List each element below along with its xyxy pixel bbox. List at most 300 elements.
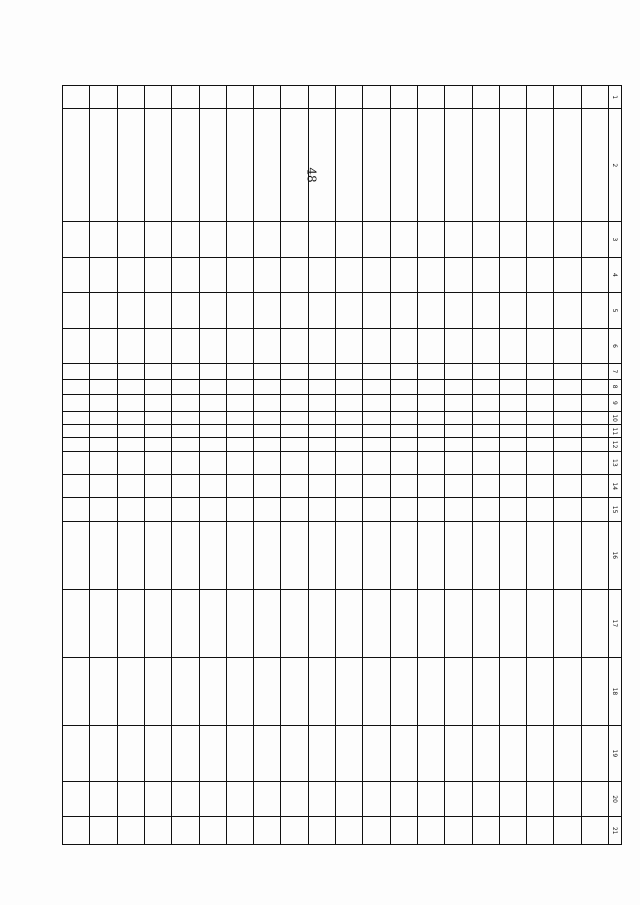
table-cell: [581, 817, 608, 845]
table-cell: [499, 86, 526, 109]
table-cell: [417, 725, 444, 781]
table-cell: [472, 379, 499, 394]
table-cell: [581, 781, 608, 817]
table-cell: [172, 394, 199, 411]
table-cell: [254, 475, 281, 498]
table-cell: [172, 412, 199, 425]
table-cell: [63, 293, 90, 329]
table-cell: [281, 781, 308, 817]
table-cell: [308, 379, 335, 394]
table-cell: [363, 412, 390, 425]
col-header: 11: [609, 425, 622, 438]
table-cell: [172, 817, 199, 845]
col-header: 9: [609, 394, 622, 411]
table-cell: [117, 379, 144, 394]
table-cell: [499, 425, 526, 438]
table-cell: [417, 257, 444, 293]
table-cell: [445, 394, 472, 411]
table-cell: [527, 451, 554, 474]
table-row: [445, 86, 472, 845]
table-cell: [527, 438, 554, 451]
table-cell: [445, 109, 472, 222]
table-cell: [226, 425, 253, 438]
table-cell: [554, 364, 581, 379]
table-cell: [254, 425, 281, 438]
table-cell: [417, 817, 444, 845]
table-cell: [226, 451, 253, 474]
table-cell: [363, 86, 390, 109]
table-cell: [90, 451, 117, 474]
table-cell: [445, 364, 472, 379]
table-cell: [581, 86, 608, 109]
table-cell: [417, 328, 444, 364]
table-cell: [390, 425, 417, 438]
table-cell: [308, 394, 335, 411]
table-cell: [117, 86, 144, 109]
table-cell: [527, 379, 554, 394]
table-cell: [336, 86, 363, 109]
table-cell: [308, 781, 335, 817]
table-cell: [417, 521, 444, 589]
table-cell: [445, 425, 472, 438]
table-cell: [390, 475, 417, 498]
table-cell: [117, 412, 144, 425]
table-cell: [445, 657, 472, 725]
table-cell: [472, 475, 499, 498]
table-cell: [308, 589, 335, 657]
table-cell: [527, 328, 554, 364]
table-cell: [390, 589, 417, 657]
col-header: 1: [609, 86, 622, 109]
table-row: [390, 86, 417, 845]
table-cell: [117, 394, 144, 411]
col-header: 8: [609, 379, 622, 394]
table-cell: [172, 498, 199, 521]
table-header-row: [609, 86, 622, 845]
table-cell: [581, 222, 608, 258]
col-header: 13: [609, 451, 622, 474]
table-cell: [144, 589, 171, 657]
table-cell: [117, 817, 144, 845]
col-header: 6: [609, 328, 622, 364]
table-cell: [226, 521, 253, 589]
table-cell: [226, 109, 253, 222]
table-cell: [63, 257, 90, 293]
table-cell: [172, 222, 199, 258]
table-cell: [144, 412, 171, 425]
table-cell: [336, 222, 363, 258]
table-cell: [472, 257, 499, 293]
table-cell: [281, 412, 308, 425]
table-row: [417, 86, 444, 845]
table-cell: [254, 817, 281, 845]
table-cell: [472, 222, 499, 258]
table-cell: [417, 781, 444, 817]
table-cell: [281, 817, 308, 845]
table-cell: [499, 781, 526, 817]
table-cell: [117, 364, 144, 379]
table-cell: [554, 589, 581, 657]
table-cell: [499, 379, 526, 394]
table-cell: [281, 657, 308, 725]
table-cell: [499, 109, 526, 222]
table-cell: [254, 781, 281, 817]
table-cell: [499, 498, 526, 521]
table-cell: [336, 451, 363, 474]
table-cell: [144, 379, 171, 394]
table-cell: [472, 412, 499, 425]
table-cell: [199, 475, 226, 498]
table-cell: [472, 328, 499, 364]
col-header: 3: [609, 222, 622, 258]
table-cell: [199, 451, 226, 474]
table-cell: [527, 475, 554, 498]
table-cell: [172, 379, 199, 394]
table-cell: [336, 817, 363, 845]
table-cell: [144, 438, 171, 451]
table-cell: [63, 589, 90, 657]
table-cell: [554, 451, 581, 474]
table-cell: [581, 589, 608, 657]
table-cell: [417, 109, 444, 222]
table-cell: [172, 589, 199, 657]
table-cell: [254, 498, 281, 521]
table-cell: [172, 725, 199, 781]
table-cell: [90, 781, 117, 817]
table-cell: [308, 412, 335, 425]
table-cell: [308, 328, 335, 364]
table-cell: [254, 109, 281, 222]
table-cell: [144, 498, 171, 521]
table-row: [254, 86, 281, 845]
table-cell: [581, 257, 608, 293]
table-cell: [254, 394, 281, 411]
table-row: [199, 86, 226, 845]
table-cell: [363, 498, 390, 521]
table-cell: [199, 498, 226, 521]
table-cell: [254, 521, 281, 589]
table-row: [63, 86, 90, 845]
table-cell: [63, 498, 90, 521]
table-cell: [581, 521, 608, 589]
table-cell: [336, 498, 363, 521]
table-row: [308, 86, 335, 845]
table-cell: [527, 817, 554, 845]
table-cell: [117, 222, 144, 258]
table-cell: [363, 293, 390, 329]
table-cell: [144, 222, 171, 258]
table-cell: [363, 425, 390, 438]
table-cell: [390, 293, 417, 329]
table-cell: [363, 657, 390, 725]
col-header: 7: [609, 364, 622, 379]
table-cell: [90, 657, 117, 725]
table-cell: [527, 109, 554, 222]
col-header: 20: [609, 781, 622, 817]
table-row: [117, 86, 144, 845]
table-cell: [144, 109, 171, 222]
table-cell: [363, 451, 390, 474]
table-cell: [445, 328, 472, 364]
table-cell: [445, 589, 472, 657]
table-row: [226, 86, 253, 845]
table-cell: [390, 498, 417, 521]
table-cell: [527, 425, 554, 438]
table-cell: [499, 475, 526, 498]
table-cell: [199, 725, 226, 781]
table-cell: [254, 589, 281, 657]
table-cell: [281, 498, 308, 521]
table-row: [554, 86, 581, 845]
table-cell: [199, 293, 226, 329]
col-header: 18: [609, 657, 622, 725]
table-cell: [172, 475, 199, 498]
table-cell: [281, 109, 308, 222]
table-cell: [199, 328, 226, 364]
col-header: 10: [609, 412, 622, 425]
table-cell: [308, 498, 335, 521]
table-cell: [581, 657, 608, 725]
table-cell: [90, 379, 117, 394]
table-row: [363, 86, 390, 845]
table-cell: [199, 257, 226, 293]
table-row: [527, 86, 554, 845]
table-cell: [363, 438, 390, 451]
table-cell: [390, 817, 417, 845]
table-cell: [527, 521, 554, 589]
table-cell: [499, 222, 526, 258]
table-cell: [90, 412, 117, 425]
table-cell: [199, 394, 226, 411]
table-row: [499, 86, 526, 845]
table-cell: [144, 257, 171, 293]
table-cell: [472, 657, 499, 725]
table-cell: [63, 328, 90, 364]
table-cell: [63, 412, 90, 425]
table-cell: [226, 657, 253, 725]
table-cell: [390, 725, 417, 781]
table-cell: [172, 425, 199, 438]
table-cell: [499, 293, 526, 329]
table-cell: [63, 364, 90, 379]
table-cell: [499, 438, 526, 451]
table-cell: [472, 451, 499, 474]
table-cell: [581, 475, 608, 498]
table-cell: [144, 521, 171, 589]
table-cell: [172, 293, 199, 329]
table-cell: [226, 293, 253, 329]
table-cell: [226, 394, 253, 411]
table-cell: [172, 438, 199, 451]
col-header: 12: [609, 438, 622, 451]
table-cell: [90, 328, 117, 364]
table-cell: [499, 521, 526, 589]
table-cell: [254, 293, 281, 329]
table-cell: [199, 781, 226, 817]
table-cell: [390, 109, 417, 222]
table-cell: [144, 657, 171, 725]
table-cell: [581, 498, 608, 521]
table-cell: [63, 781, 90, 817]
table-cell: [90, 589, 117, 657]
table-cell: [199, 521, 226, 589]
table-cell: [390, 521, 417, 589]
table-cell: [336, 521, 363, 589]
table-cell: [499, 364, 526, 379]
table-cell: [63, 425, 90, 438]
table-cell: [499, 725, 526, 781]
table-cell: [472, 438, 499, 451]
table-cell: [144, 328, 171, 364]
table-cell: [90, 222, 117, 258]
table-cell: [390, 412, 417, 425]
table-cell: [144, 293, 171, 329]
table-cell: [417, 475, 444, 498]
table-cell: [90, 425, 117, 438]
table-cell: [445, 379, 472, 394]
table-cell: [527, 657, 554, 725]
table-cell: [445, 257, 472, 293]
table-cell: [226, 438, 253, 451]
table-cell: [417, 379, 444, 394]
table-cell: [254, 725, 281, 781]
table-cell: [308, 222, 335, 258]
table-cell: [472, 589, 499, 657]
table-cell: [499, 328, 526, 364]
table-cell: [417, 451, 444, 474]
table-cell: [90, 438, 117, 451]
table-cell: [581, 425, 608, 438]
table-cell: [445, 438, 472, 451]
table-cell: [281, 521, 308, 589]
table-cell: [499, 412, 526, 425]
col-header: 16: [609, 521, 622, 589]
table-cell: [90, 86, 117, 109]
table-cell: [63, 521, 90, 589]
table-cell: [445, 781, 472, 817]
table-row: [172, 86, 199, 845]
table-cell: [472, 86, 499, 109]
table-cell: [281, 475, 308, 498]
table-row: [581, 86, 608, 845]
table-cell: [308, 293, 335, 329]
table-cell: [117, 657, 144, 725]
table-cell: [336, 475, 363, 498]
table-cell: [363, 109, 390, 222]
table-cell: [417, 364, 444, 379]
table-cell: [144, 725, 171, 781]
table-cell: [254, 657, 281, 725]
table-cell: [90, 109, 117, 222]
table-cell: [117, 725, 144, 781]
table-cell: [172, 364, 199, 379]
table-cell: [554, 412, 581, 425]
table-cell: [199, 86, 226, 109]
col-header: 14: [609, 475, 622, 498]
table-cell: [336, 257, 363, 293]
table-cell: [336, 725, 363, 781]
table-cell: [554, 521, 581, 589]
table-cell: [336, 425, 363, 438]
table-cell: [199, 589, 226, 657]
table-cell: [308, 109, 335, 222]
rotated-table-container: [62, 85, 622, 845]
table-cell: [144, 425, 171, 438]
table-cell: [90, 475, 117, 498]
table-cell: [554, 438, 581, 451]
table-cell: [308, 86, 335, 109]
table-cell: [144, 781, 171, 817]
col-header: 19: [609, 725, 622, 781]
table-cell: [336, 293, 363, 329]
table-cell: [308, 817, 335, 845]
table-cell: [445, 725, 472, 781]
table-cell: [199, 657, 226, 725]
table-cell: [226, 781, 253, 817]
table-cell: [472, 293, 499, 329]
table-cell: [308, 257, 335, 293]
table-cell: [390, 394, 417, 411]
table-cell: [254, 328, 281, 364]
table-cell: [226, 589, 253, 657]
table-cell: [363, 328, 390, 364]
table-cell: [445, 86, 472, 109]
table-cell: [63, 657, 90, 725]
table-cell: [254, 379, 281, 394]
table-cell: [254, 412, 281, 425]
table-cell: [199, 109, 226, 222]
table-cell: [390, 328, 417, 364]
table-cell: [281, 222, 308, 258]
table-cell: [417, 293, 444, 329]
table-cell: [281, 364, 308, 379]
table-cell: [308, 425, 335, 438]
table-cell: [254, 364, 281, 379]
table-cell: [199, 379, 226, 394]
table-cell: [390, 222, 417, 258]
table-cell: [527, 498, 554, 521]
table-cell: [417, 589, 444, 657]
table-cell: [390, 781, 417, 817]
table-cell: [117, 589, 144, 657]
table-cell: [172, 86, 199, 109]
table-cell: [117, 293, 144, 329]
table-cell: [63, 475, 90, 498]
table-cell: [281, 725, 308, 781]
table-cell: [226, 328, 253, 364]
table-cell: [308, 438, 335, 451]
table-cell: [527, 293, 554, 329]
table-cell: [199, 222, 226, 258]
table-cell: [308, 364, 335, 379]
table-cell: [281, 86, 308, 109]
table-cell: [554, 379, 581, 394]
table-cell: [226, 379, 253, 394]
table-cell: [90, 725, 117, 781]
table-cell: [554, 657, 581, 725]
table-cell: [499, 817, 526, 845]
table-cell: [363, 817, 390, 845]
table-cell: [63, 438, 90, 451]
table-cell: [199, 412, 226, 425]
table-cell: [554, 817, 581, 845]
table-cell: [281, 589, 308, 657]
table-cell: [226, 725, 253, 781]
table-cell: [581, 328, 608, 364]
table-cell: [336, 328, 363, 364]
table-cell: [172, 657, 199, 725]
table-cell: [226, 817, 253, 845]
